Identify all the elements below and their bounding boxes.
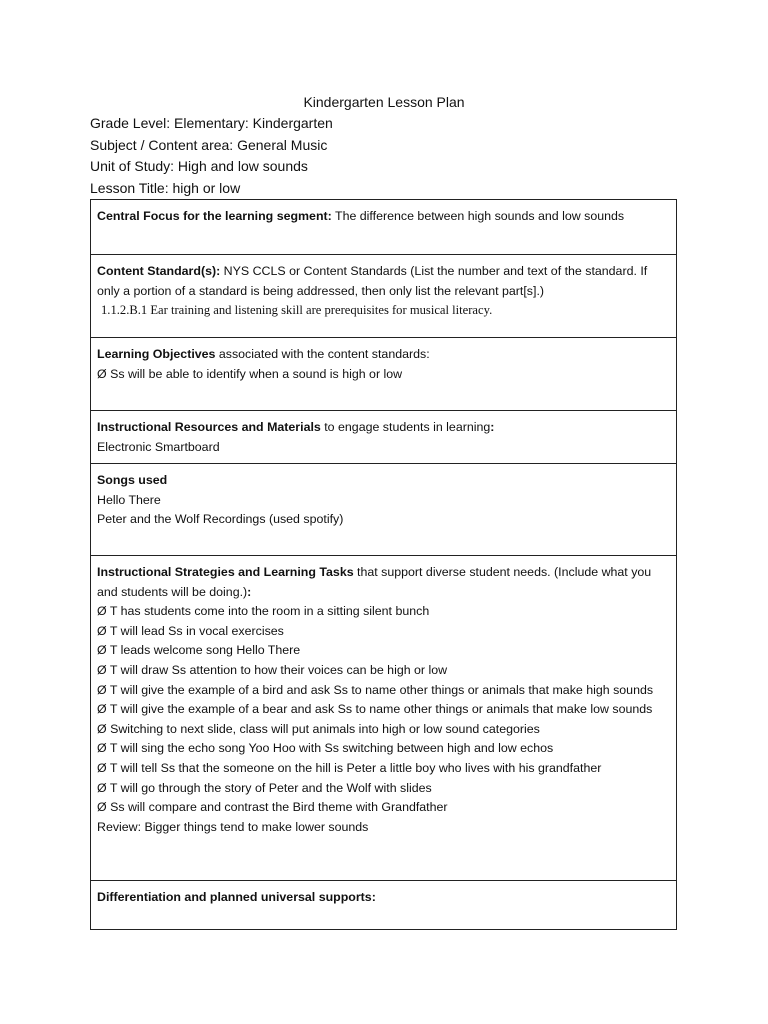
resources-heading: Instructional Resources and Materials — [97, 420, 321, 434]
resources-cell — [91, 411, 676, 464]
learning-objectives-heading: Learning Objectives — [97, 347, 216, 361]
strategy-item: Ø T will draw Ss attention to how their voices can be high or low — [97, 662, 448, 677]
content-standard-item: 1.1.2.B.1 Ear training and listening skill are prerequisites for musical literacy. — [101, 303, 493, 318]
strategy-item: Ø T will go through the story of Peter and the Wolf with slides — [97, 780, 432, 795]
content-standards-cell — [91, 255, 676, 338]
learning-objectives-cell — [91, 338, 676, 411]
resources-text: to engage students in learning — [320, 420, 491, 434]
strategies-heading: Instructional Strategies and Learning Tasks — [97, 565, 354, 579]
differentiation-heading: Differentiation and planned universal supports: — [97, 890, 376, 904]
strategy-item: Ø T will sing the echo song Yoo Hoo with Ss switching between high and low echos — [97, 741, 554, 756]
strategy-item: Ø T has students come into the room in a sitting silent bunch — [97, 604, 430, 619]
strategies-text: that support diverse student needs. (Include what you and students will be doing.) — [97, 565, 652, 599]
resource-item: Electronic Smartboard — [97, 439, 220, 454]
meta-subject: Subject / Content area: General Music — [90, 136, 328, 153]
strategy-item: Ø Ss will compare and contrast the Bird theme with Grandfather — [97, 800, 448, 815]
song-item: Peter and the Wolf Recordings (used spotify) — [97, 512, 344, 527]
lesson-plan-table — [90, 199, 677, 930]
strategy-item: Ø Switching to next slide, class will put animals into high or low sound categories — [97, 721, 540, 736]
content-standards-text: NYS CCLS or Content Standards (List the number and text of the standard. If only a portion of a standard is being addressed, then only list the relevant part[s].) — [97, 264, 648, 298]
learning-objectives-text: associated with the content standards: — [215, 347, 430, 361]
meta-unit: Unit of Study: High and low sounds — [90, 158, 308, 174]
strategy-item: Ø T will give the example of a bear and ask Ss to name other things or animals that make low sounds — [97, 702, 653, 717]
document-meta — [90, 113, 333, 199]
meta-grade-level: Grade Level: Elementary: Kindergarten — [90, 115, 333, 131]
strategies-colon: : — [247, 584, 252, 599]
song-item: Hello There — [97, 492, 161, 507]
strategies-cell — [91, 556, 676, 881]
content-standards-heading: Content Standard(s): — [97, 264, 221, 278]
central-focus-cell — [91, 200, 676, 255]
learning-objective-item: Ø Ss will be able to identify when a sound is high or low — [97, 366, 403, 381]
strategy-item: Ø T will lead Ss in vocal exercises — [97, 623, 284, 638]
document-title: Kindergarten Lesson Plan — [303, 94, 465, 110]
central-focus-text: The difference between high sounds and low sounds — [331, 209, 625, 223]
strategy-item: Ø T will tell Ss that the someone on the hill is Peter a little boy who lives with his grandfather — [97, 760, 602, 775]
meta-lesson-title: Lesson Title: high or low — [90, 179, 241, 196]
differentiation-cell — [91, 881, 676, 929]
songs-heading: Songs used — [97, 473, 168, 487]
strategy-review: Review: Bigger things tend to make lower sounds — [97, 819, 369, 834]
resources-colon: : — [490, 420, 495, 434]
central-focus-heading: Central Focus for the learning segment: — [97, 209, 332, 223]
strategy-item: Ø T leads welcome song Hello There — [97, 643, 301, 658]
strategy-item: Ø T will give the example of a bird and ask Ss to name other things or animals that make high sounds — [97, 682, 654, 697]
songs-cell — [91, 464, 676, 556]
